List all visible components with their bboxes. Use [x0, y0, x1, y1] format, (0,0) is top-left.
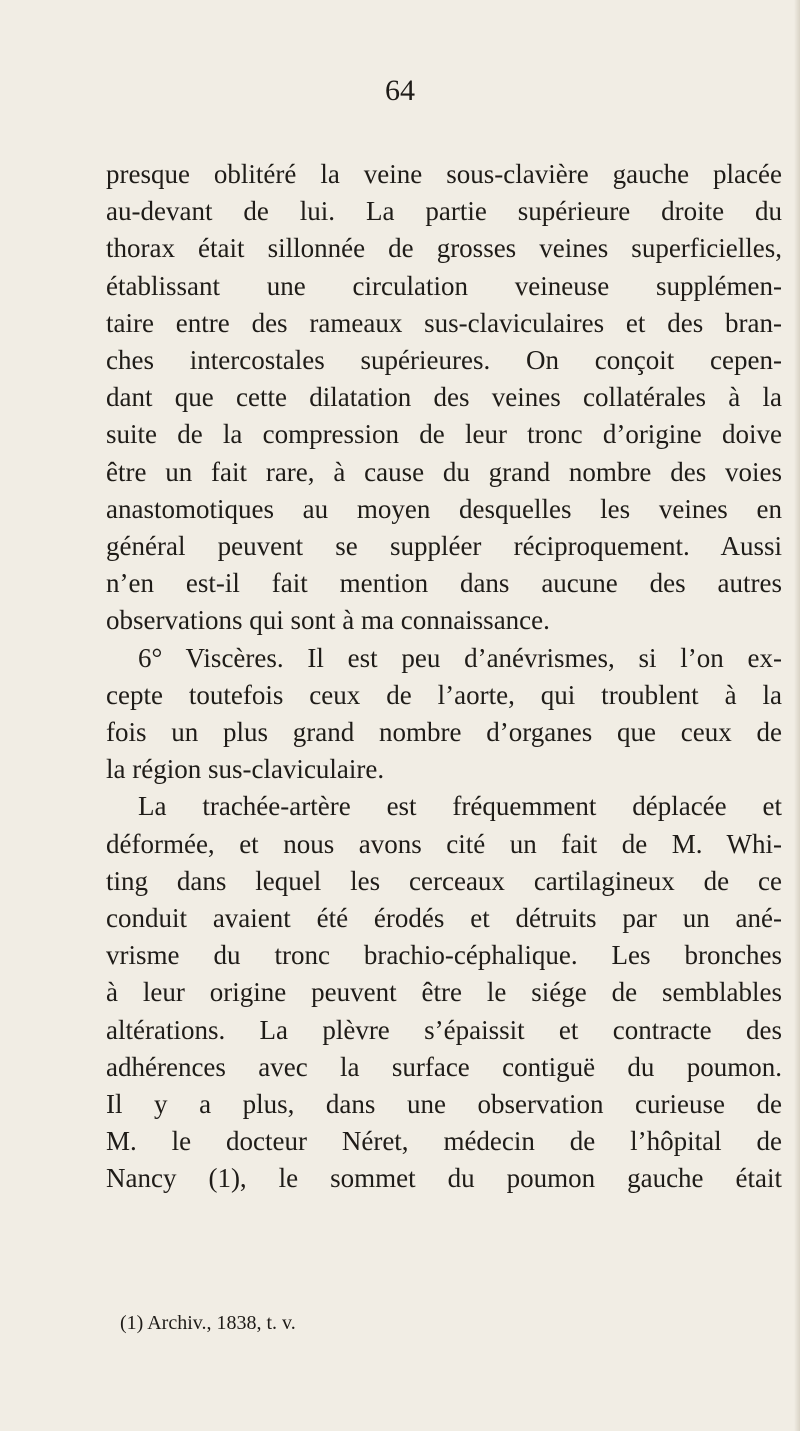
text-line: thorax était sillonnée de grosses veines superficielles,: [106, 233, 782, 264]
text-line: ting dans lequel les cerceaux cartilagineux de ce: [106, 865, 782, 896]
text-line: 6° Viscères. Il est peu d’anévrismes, si l’on ex-: [138, 642, 782, 673]
text-line: dant que cette dilatation des veines collatérales à la: [106, 382, 782, 413]
text-line: déformée, et nous avons cité un fait de M. Whi-: [106, 828, 782, 859]
text-line: Nancy (1), le sommet du poumon gauche était: [106, 1163, 782, 1194]
text-line: vrisme du tronc brachio-céphalique. Les bronches: [106, 940, 782, 971]
text-line: La trachée-artère est fréquemment déplacée et: [138, 791, 782, 822]
text-line: taire entre des rameaux sus-claviculaires et des bran-: [106, 307, 782, 338]
footnote: (1) Archiv., 1838, t. v.: [120, 1312, 296, 1334]
text-line: être un fait rare, à cause du grand nombre des voies: [106, 456, 782, 487]
text-line: fois un plus grand nombre d’organes que ceux de: [106, 717, 782, 748]
text-line: Il y a plus, dans une observation curieuse de: [106, 1089, 782, 1120]
text-line: n’en est-il fait mention dans aucune des autres: [106, 568, 782, 599]
text-line: M. le docteur Néret, médecin de l’hôpital de: [106, 1126, 782, 1157]
text-line: conduit avaient été érodés et détruits par un ané-: [106, 903, 782, 934]
text-line: anastomotiques au moyen desquelles les veines en: [106, 493, 782, 524]
text-line: suite de la compression de leur tronc d’origine doive: [106, 419, 782, 450]
page-edge-shadow: [794, 0, 800, 1431]
text-line: altérations. La plèvre s’épaissit et contracte des: [106, 1014, 782, 1045]
text-line: général peuvent se suppléer réciproquement. Aussi: [106, 531, 782, 562]
text-line: ches intercostales supérieures. On conçoit cepen-: [106, 345, 782, 376]
text-line: la région sus-claviculaire.: [106, 754, 385, 785]
text-line: à leur origine peuvent être le siége de semblables: [106, 977, 782, 1008]
text-line: adhérences avec la surface contiguë du poumon.: [106, 1051, 782, 1082]
text-line: presque oblitéré la veine sous-clavière gauche placée: [106, 159, 782, 189]
text-line: au-devant de lui. La partie supérieure droite du: [106, 196, 782, 227]
text-line: observations qui sont à ma connaissance.: [106, 605, 550, 636]
body-text: [106, 156, 782, 1198]
text-line: cepte toutefois ceux de l’aorte, qui troublent à la: [106, 679, 782, 710]
text-line: établissant une circulation veineuse supplémen-: [106, 270, 782, 301]
page-number: 64: [385, 74, 415, 107]
